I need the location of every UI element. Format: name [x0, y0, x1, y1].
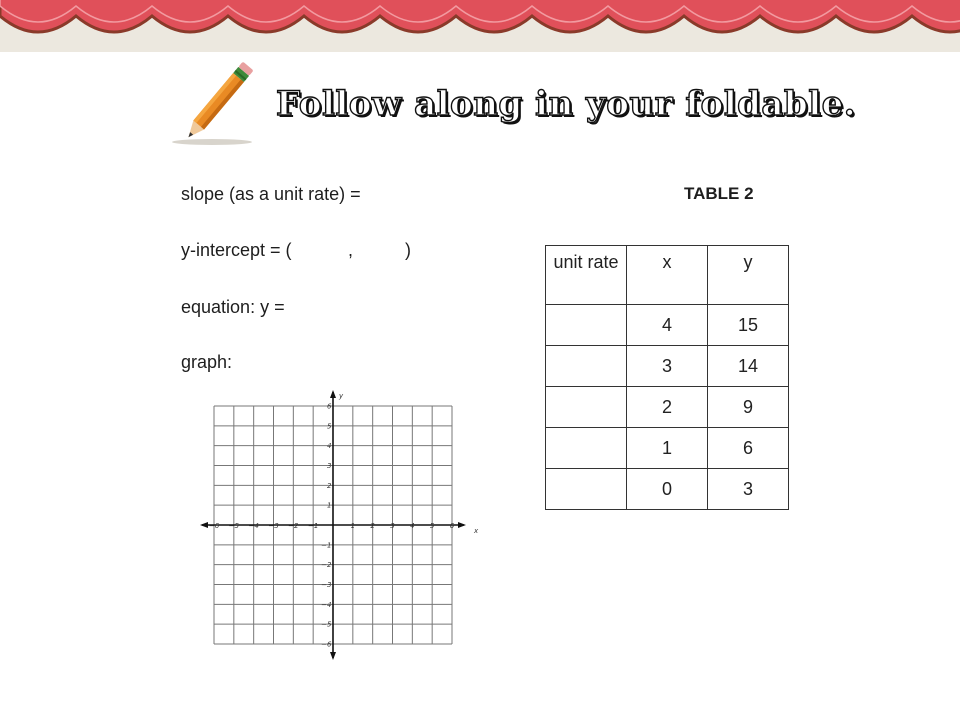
unit-rate-cell[interactable]: [546, 346, 627, 387]
unit-rate-cell[interactable]: [546, 305, 627, 346]
rate-table: [545, 245, 789, 510]
x-tick-label: −6: [208, 522, 220, 530]
x-tick-label: −5: [228, 522, 239, 530]
table-row: [546, 346, 789, 387]
x-tick-label: 5: [429, 522, 435, 530]
y-intercept-comma: ,: [348, 240, 354, 260]
graph-prompt: graph:: [181, 352, 233, 372]
y-tick-label: −2: [321, 561, 332, 570]
x-axis-label: x: [474, 527, 479, 535]
y-cell: 9: [708, 387, 789, 428]
table-title: TABLE 2: [684, 184, 754, 203]
header-x: x: [627, 246, 708, 305]
y-tick-label: 5: [327, 422, 332, 431]
y-tick-label: 3: [327, 462, 332, 470]
y-arrow-up: [330, 390, 336, 398]
coordinate-grid[interactable]: [196, 382, 479, 662]
header-unit-rate: unit rate: [546, 246, 627, 305]
x-tick-label: 3: [390, 522, 395, 530]
x-tick-label: −2: [288, 522, 299, 530]
y-tick-label: −3: [321, 581, 332, 589]
x-tick-label: 2: [370, 522, 375, 530]
x-arrow-left: [200, 522, 208, 528]
table-row: [546, 469, 789, 510]
y-cell: 6: [708, 428, 789, 469]
x-cell: 0: [627, 469, 708, 510]
y-intercept-prompt: [181, 240, 441, 264]
unit-rate-cell[interactable]: [546, 428, 627, 469]
x-tick-label: 6: [449, 522, 455, 530]
y-tick-label: −4: [321, 600, 332, 609]
x-arrow-right: [458, 522, 466, 528]
page-title: Follow along in your foldable.: [276, 84, 857, 124]
unit-rate-cell[interactable]: [546, 387, 627, 428]
equation-prompt: equation: y =: [181, 297, 285, 317]
x-tick-label: 4: [410, 522, 415, 530]
x-cell: 3: [627, 346, 708, 387]
y-cell: 3: [708, 469, 789, 510]
y-cell: 14: [708, 346, 789, 387]
y-tick-label: 6: [327, 402, 332, 411]
y-cell: 15: [708, 305, 789, 346]
y-tick-label: 2: [327, 481, 332, 490]
x-cell: 4: [627, 305, 708, 346]
x-tick-label: −4: [248, 522, 259, 530]
table-row: [546, 428, 789, 469]
y-arrow-down: [330, 652, 336, 660]
slope-prompt: slope (as a unit rate) =: [181, 184, 361, 204]
x-tick-label: −1: [308, 522, 319, 530]
x-cell: 1: [627, 428, 708, 469]
table-header-row: [546, 246, 789, 305]
x-cell: 2: [627, 387, 708, 428]
table-row: [546, 305, 789, 346]
x-tick-label: 1: [350, 522, 356, 530]
header-y: y: [708, 246, 789, 305]
y-intercept-label: y-intercept = (: [181, 240, 292, 260]
y-tick-label: −6: [321, 640, 332, 649]
y-tick-label: 1: [327, 501, 332, 510]
y-axis-label: y: [339, 392, 344, 400]
pencil-icon: [168, 56, 268, 148]
y-tick-label: −5: [321, 620, 332, 629]
y-tick-label: 4: [327, 442, 332, 451]
scallop-border: [0, 0, 960, 52]
y-tick-label: −1: [321, 541, 332, 550]
x-tick-label: −3: [268, 522, 279, 530]
unit-rate-cell[interactable]: [546, 469, 627, 510]
y-intercept-close: ): [405, 240, 411, 260]
table-row: [546, 387, 789, 428]
